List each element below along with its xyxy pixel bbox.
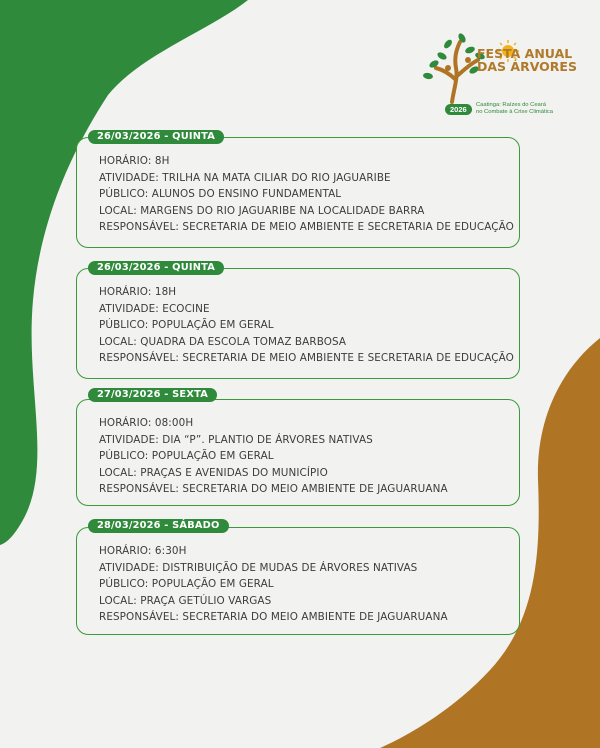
logo-subtitle [476, 102, 586, 116]
event-activity: ATIVIDADE: ECOCINE [99, 302, 210, 315]
logo-subtitle-line1: Caatinga: Raízes do Ceará [476, 102, 546, 108]
event-card-3 [76, 399, 520, 506]
event-card-1 [76, 137, 520, 248]
logo-subtitle-line2: no Combate à Crise Climática [476, 109, 553, 115]
event-responsible: RESPONSÁVEL: SECRETARIA DO MEIO AMBIENTE DE JAGUARUANA [99, 611, 448, 624]
logo-title-line1: FESTA ANUAL [477, 46, 573, 61]
event-card-4 [76, 527, 520, 635]
event-location: LOCAL: QUADRA DA ESCOLA TOMAZ BARBOSA [99, 335, 347, 348]
logo-title-line2: DAS ÁRVORES [477, 59, 577, 74]
event-date-badge: 26/03/2026 - QUINTA [88, 130, 224, 144]
event-card-2 [76, 268, 520, 379]
event-audience: PÚBLICO: POPULAÇÃO EM GERAL [99, 319, 274, 332]
logo-year-badge: 2026 [445, 104, 472, 115]
event-responsible: RESPONSÁVEL: SECRETARIA DE MEIO AMBIENTE E SECRETARIA DE EDUCAÇÃO [99, 352, 514, 365]
event-audience: PÚBLICO: POPULAÇÃO EM GERAL [99, 578, 274, 591]
event-time: HORÁRIO: 18H [99, 286, 177, 298]
event-activity: ATIVIDADE: TRILHA NA MATA CILIAR DO RIO JAGUARIBE [99, 171, 391, 184]
logo-title [477, 47, 577, 73]
event-time: HORÁRIO: 08:00H [99, 417, 194, 429]
event-responsible: RESPONSÁVEL: SECRETARIA DO MEIO AMBIENTE DE JAGUARUANA [99, 483, 448, 496]
event-date-badge: 26/03/2026 - QUINTA [88, 261, 224, 275]
event-audience: PÚBLICO: POPULAÇÃO EM GERAL [99, 450, 274, 463]
event-date-badge: 27/03/2026 - SEXTA [88, 388, 217, 402]
event-responsible: RESPONSÁVEL: SECRETARIA DE MEIO AMBIENTE E SECRETARIA DE EDUCAÇÃO [99, 221, 514, 234]
event-time: HORÁRIO: 8H [99, 155, 170, 167]
event-location: LOCAL: PRAÇAS E AVENIDAS DO MUNICÍPIO [99, 466, 328, 479]
event-activity: ATIVIDADE: DIA “P”. PLANTIO DE ÁRVORES NATIVAS [99, 433, 373, 446]
event-audience: PÚBLICO: ALUNOS DO ENSINO FUNDAMENTAL [99, 188, 342, 201]
event-activity: ATIVIDADE: DISTRIBUIÇÃO DE MUDAS DE ÁRVORES NATIVAS [99, 561, 418, 574]
event-location: LOCAL: PRAÇA GETÚLIO VARGAS [99, 594, 272, 607]
event-date-badge: 28/03/2026 - SÁBADO [88, 519, 229, 533]
event-time: HORÁRIO: 6:30H [99, 545, 187, 557]
event-location: LOCAL: MARGENS DO RIO JAGUARIBE NA LOCALIDADE BARRA [99, 204, 425, 217]
festival-logo [418, 30, 588, 122]
